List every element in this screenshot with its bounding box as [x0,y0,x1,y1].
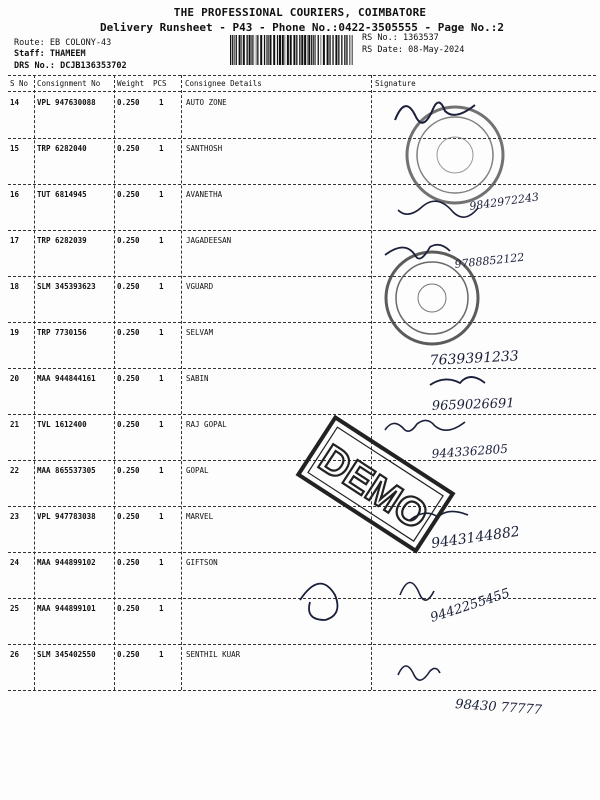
barcode-bar [351,35,352,65]
weight-cell: 0.250 [117,466,140,475]
barcode-bar [315,35,316,65]
handwritten-phone: 7639391233 [429,348,520,369]
table-row [8,644,596,690]
table-row [8,138,596,184]
barcode-bar [241,35,242,65]
barcode-bar [243,35,245,65]
sno-cell: 17 [10,236,20,245]
handwritten-phone: 9443362805 [431,441,509,461]
consignee-cell: AVANETHA [186,190,223,199]
table-row [8,230,596,276]
barcode-bar [247,35,248,65]
barcode-bar [267,35,268,65]
consignment-no-cell: SLM 345402550 [37,650,96,659]
staff-value: THAMEEM [49,49,86,59]
col-header-consignee: Consignee Details [185,79,262,88]
barcode-bar [257,35,258,65]
consignee-cell: GOPAL [186,466,209,475]
pcs-cell: 1 [159,144,164,153]
sno-cell: 19 [10,328,20,337]
pcs-cell: 1 [159,236,164,245]
company-title: THE PROFESSIONAL COURIERS, COIMBATORE [173,6,427,19]
handwritten-phone: 9788852122 [453,250,525,271]
pcs-cell: 1 [159,558,164,567]
barcode-bar [256,35,257,65]
pcs-cell: 1 [159,466,164,475]
barcode-bar [329,35,330,65]
drs-value: DCJB136353702 [60,61,127,71]
row-divider [8,690,596,691]
barcode-bar [236,35,237,65]
sno-cell: 24 [10,558,20,567]
weight-cell: 0.250 [117,512,140,521]
consignee-cell: SENTHIL KUAR [186,650,241,659]
barcode-bar [230,35,231,65]
sno-cell: 15 [10,144,20,153]
rs-date-label: RS Date: [362,45,403,55]
weight-cell: 0.250 [117,650,140,659]
consignee-cell: SELVAM [186,328,214,337]
handwritten-phone: 9842972243 [468,190,540,213]
pcs-cell: 1 [159,282,164,291]
col-header-pcs: PCS [153,79,167,88]
barcode-bar [249,35,251,65]
demo-stamp-text: DEMO [311,436,436,539]
consignment-no-cell: VPL 947783038 [37,512,96,521]
pcs-cell: 1 [159,420,164,429]
barcode-bar [277,35,278,65]
table-row [8,92,596,138]
barcode-bar [321,35,322,65]
handwritten-phone: 9442255455 [428,585,512,626]
consignment-no-cell: TRP 7730156 [37,328,87,337]
table-row [8,552,596,598]
drs-line [14,61,127,71]
table-row [8,368,596,414]
barcode-bar [352,35,353,65]
handwritten-phone: 9659026691 [431,396,515,414]
table-row [8,276,596,322]
barcode-bar [239,35,241,65]
barcode-bar [293,35,295,65]
barcode-bar [304,35,306,65]
table-top-rule [8,75,596,76]
barcode-bar [290,35,292,65]
barcode-bar [232,35,233,65]
drs-label: DRS No.: [14,61,55,71]
handwritten-phone: 98430 77777 [454,697,543,719]
weight-cell: 0.250 [117,420,140,429]
barcode-bar [323,35,325,65]
barcode-bar [349,35,350,65]
barcode-bar [279,35,281,65]
pcs-cell: 1 [159,374,164,383]
barcode-bar [313,35,314,65]
consignment-no-cell: TVL 1612400 [37,420,87,429]
weight-cell: 0.250 [117,98,140,107]
table-row [8,184,596,230]
table-row [8,322,596,368]
table-row [8,506,596,552]
table-row [8,414,596,460]
barcode [230,35,355,65]
barcode-bar [308,35,310,65]
weight-cell: 0.250 [117,374,140,383]
barcode-bar [287,35,289,65]
pcs-cell: 1 [159,328,164,337]
pcs-cell: 1 [159,604,164,613]
barcode-bar [270,35,272,65]
staff-label: Staff: [14,49,45,59]
rs-no-label: RS No.: [362,33,398,43]
barcode-bar [285,35,286,65]
weight-cell: 0.250 [117,144,140,153]
consignment-no-cell: MAA 944899102 [37,558,96,567]
rs-date-value: 08-May-2024 [408,45,465,55]
barcode-bar [260,35,262,65]
handwritten-phone: 9443144882 [430,523,521,552]
col-header-signature: Signature [375,79,416,88]
consignee-cell: VGUARD [186,282,214,291]
consignee-cell: SABIN [186,374,209,383]
col-header-weight: Weight [117,79,145,88]
consignment-no-cell: TUT 6814945 [37,190,87,199]
barcode-bar [301,35,303,65]
consignment-no-cell: MAA 944844161 [37,374,96,383]
sno-cell: 26 [10,650,20,659]
consignee-cell: AUTO ZONE [186,98,227,107]
barcode-bar [346,35,347,65]
consignment-no-cell: TRP 6282039 [37,236,87,245]
barcode-bar [282,35,284,65]
route-label: Route: [14,38,45,48]
sno-cell: 21 [10,420,20,429]
rs-no-line [362,33,439,43]
table-row [8,460,596,506]
weight-cell: 0.250 [117,328,140,337]
sno-cell: 20 [10,374,20,383]
consignee-cell: JAGADEESAN [186,236,232,245]
staff-line [14,49,86,59]
sno-cell: 22 [10,466,20,475]
col-header-sno: S No [10,79,29,88]
consignee-cell: RAJ GOPAL [186,420,227,429]
barcode-bar [251,35,252,65]
consignment-no-cell: VPL 947630088 [37,98,96,107]
barcode-bar [344,35,345,65]
barcode-bar [335,35,337,65]
consignment-no-cell: MAA 944899101 [37,604,96,613]
barcode-bar [266,35,267,65]
consignment-no-cell: MAA 865537305 [37,466,96,475]
sno-cell: 18 [10,282,20,291]
sno-cell: 14 [10,98,20,107]
consignment-no-cell: TRP 6282040 [37,144,87,153]
barcode-bar [341,35,342,65]
barcode-bar [299,35,300,65]
weight-cell: 0.250 [117,236,140,245]
consignment-no-cell: SLM 345393623 [37,282,96,291]
route-line [14,38,111,48]
route-value: EB COLONY-43 [49,38,112,48]
rs-date-line [362,45,464,55]
weight-cell: 0.250 [117,282,140,291]
barcode-bar [273,35,275,65]
consignee-cell: MARVEL [186,512,214,521]
sno-cell: 16 [10,190,20,199]
pcs-cell: 1 [159,512,164,521]
barcode-bar [296,35,297,65]
barcode-bar [254,35,255,65]
weight-cell: 0.250 [117,558,140,567]
runsheet-subtitle: Delivery Runsheet - P43 - Phone No.:0422-3505555 - Page No.:2 [100,21,504,34]
barcode-bar [307,35,308,65]
barcode-bar [338,35,339,65]
barcode-bar [264,35,265,65]
table-row [8,598,596,644]
barcode-bar [234,35,235,65]
col-header-consignment: Consignment No [37,79,101,88]
barcode-bar [327,35,329,65]
pcs-cell: 1 [159,650,164,659]
pcs-cell: 1 [159,190,164,199]
sno-cell: 25 [10,604,20,613]
consignee-cell: GIFTSON [186,558,218,567]
sno-cell: 23 [10,512,20,521]
rs-no-value: 1363537 [402,33,439,43]
barcode-bar [318,35,319,65]
barcode-bar [311,35,312,65]
weight-cell: 0.250 [117,190,140,199]
pcs-cell: 1 [159,98,164,107]
consignee-cell: SANTHOSH [186,144,223,153]
barcode-bar [332,35,333,65]
weight-cell: 0.250 [117,604,140,613]
